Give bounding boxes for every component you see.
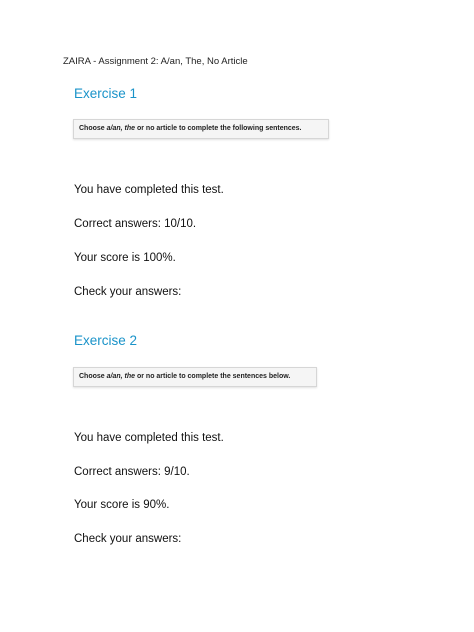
instruction-prefix: Choose (79, 373, 107, 380)
exercise-2-instruction-box (73, 367, 317, 387)
exercise-2-correct-answers: Correct answers: 9/10. (74, 466, 190, 478)
exercise-1-completed-text: You have completed this test. (74, 184, 224, 196)
exercise-2-title: Exercise 2 (74, 333, 138, 348)
exercise-2-check-answers: Check your answers: (74, 533, 182, 545)
instruction-suffix: or no article to complete the sentences below. (135, 373, 291, 380)
instruction-options: a/an, the (106, 373, 136, 380)
document-header: ZAIRA - Assignment 2: A/an, The, No Article (63, 56, 248, 67)
exercise-1-check-answers: Check your answers: (74, 286, 182, 298)
instruction-prefix: Choose (79, 125, 107, 132)
instruction-options: a/an, the (106, 125, 136, 132)
exercise-1-instruction-box (73, 119, 329, 139)
instruction-suffix: or no article to complete the following sentences. (135, 125, 302, 132)
exercise-1-correct-answers: Correct answers: 10/10. (74, 218, 197, 230)
exercise-2-completed-text: You have completed this test. (74, 432, 224, 444)
exercise-1-title: Exercise 1 (74, 86, 138, 101)
exercise-1-score: Your score is 100%. (74, 252, 176, 264)
exercise-2-score: Your score is 90%. (74, 499, 170, 511)
